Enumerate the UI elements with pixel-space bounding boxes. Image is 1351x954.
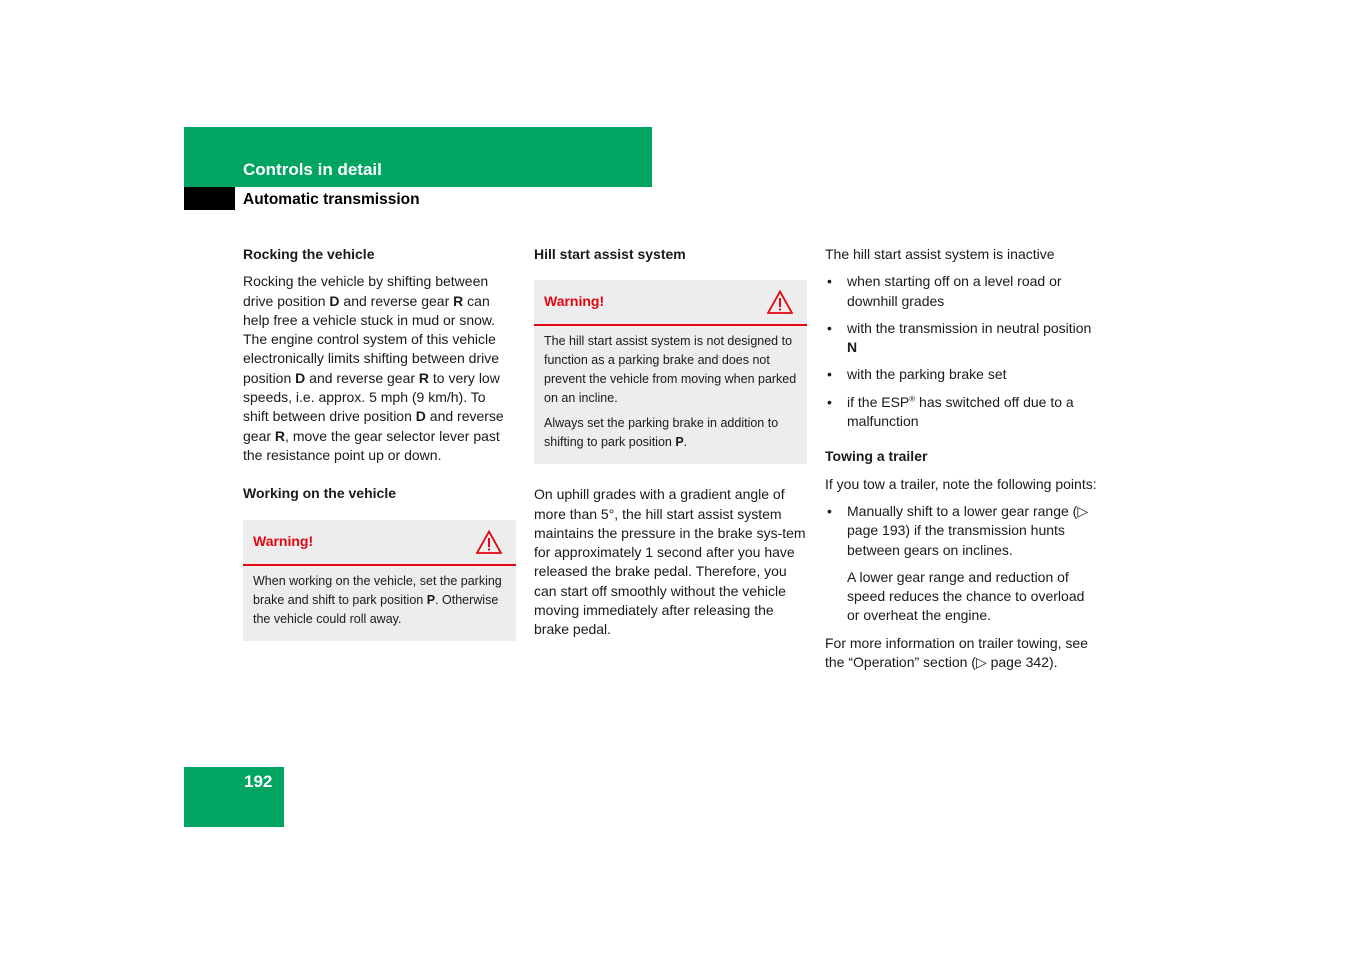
- warning-triangle-icon: [767, 290, 793, 314]
- warning-box-working: [243, 520, 516, 641]
- page-number: 192: [244, 772, 273, 791]
- hill-start-body: On uphill grades with a gradient angle of more than 5°, the hill start assist system maintains the pressure in the brake sys-tem for approximately 1 second after you have released the brake pedal. Therefore, you can start off smoothly without the vehicle moving immediately after releasing the brake pedal.: [534, 486, 806, 638]
- towing-intro: If you tow a trailer, note the following points:: [825, 475, 1097, 492]
- warning-box-hill-start: [534, 280, 807, 464]
- towing-note: A lower gear range and reduction of speed reduces the chance to overload or overheat the engine.: [847, 568, 1085, 624]
- warning-header: [243, 520, 516, 566]
- list-item: • with the parking brake set: [825, 365, 1100, 384]
- list-item: • Manually shift to a lower gear range (▷ page 193) if the transmission hunts between gears on inclines.: [825, 502, 1100, 560]
- subsection-title: Automatic transmission: [243, 191, 420, 208]
- inactive-intro: The hill start assist system is inactive: [825, 246, 1055, 262]
- warning-paragraph-1: The hill start assist system is not designed to function as a parking brake and does not prevent the vehicle from moving when parked on an incline.: [544, 334, 797, 406]
- towing-list: [825, 502, 1100, 560]
- column-1: [243, 245, 518, 641]
- warning-title: Warning!: [544, 293, 605, 310]
- inactive-list: [825, 272, 1100, 431]
- section-title: Controls in detail: [243, 160, 382, 179]
- heading-towing: Towing a trailer: [825, 448, 928, 465]
- heading-working: Working on the vehicle: [243, 485, 396, 502]
- warning-header: [534, 280, 807, 326]
- list-item: • when starting off on a level road or downhill grades: [825, 272, 1100, 311]
- header-tab-marker: [184, 187, 235, 210]
- warning-body: [534, 326, 807, 464]
- heading-rocking: Rocking the vehicle: [243, 246, 375, 262]
- rocking-text: Rocking the vehicle by shifting between drive position D and reverse gear R can help free a vehicle stuck in mud or snow. The engine control system of this vehicle electronically limits shifting between drive position D and reverse gear R to very low speeds, i.e. approx. 5 mph (9 km/h). To shift between drive position D and reverse gear R, move the gear selector lever past the resistance point up or down.: [243, 273, 504, 463]
- heading-hill-start: Hill start assist system: [534, 246, 686, 262]
- list-item: • with the transmission in neutral position N: [825, 319, 1100, 358]
- warning-paragraph-2: Always set the parking brake in addition to shifting to park position P.: [544, 416, 779, 450]
- column-2: [534, 245, 807, 648]
- list-item: • if the ESP® has switched off due to a malfunction: [825, 393, 1100, 432]
- warning-triangle-icon: [476, 530, 502, 554]
- warning-title: Warning!: [253, 532, 314, 549]
- warning-body: When working on the vehicle, set the parking brake and shift to park position P. Otherwise the vehicle could roll away.: [253, 573, 502, 626]
- column-3: [825, 245, 1100, 680]
- more-info: For more information on trailer towing, see the “Operation” section (▷ page 342).: [825, 634, 1088, 671]
